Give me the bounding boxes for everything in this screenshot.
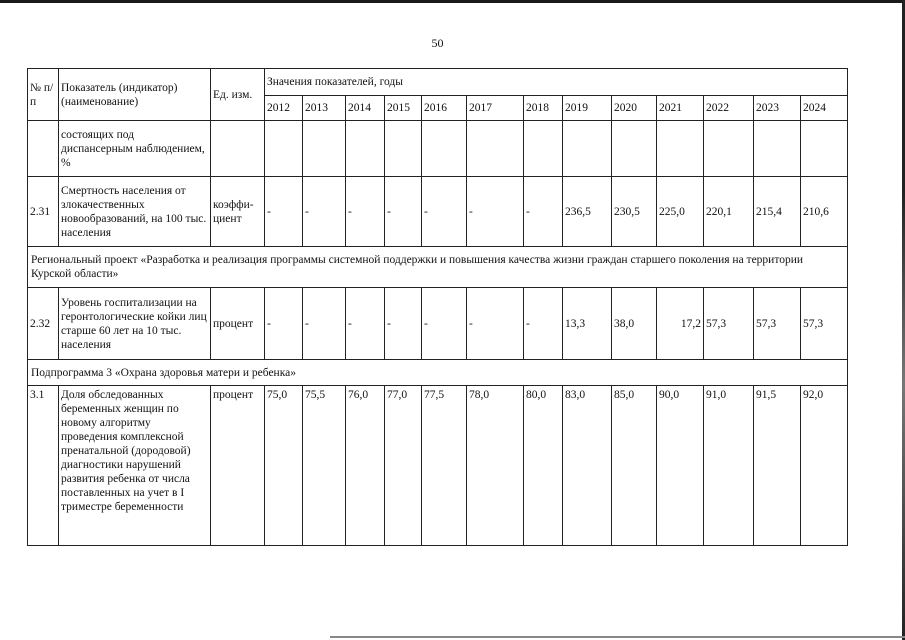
row-value bbox=[303, 121, 346, 177]
row-value: 215,4 bbox=[754, 177, 801, 247]
row-value: 13,3 bbox=[563, 288, 612, 360]
row-value bbox=[385, 121, 422, 177]
row-value bbox=[265, 121, 303, 177]
row-value: 76,0 bbox=[346, 386, 385, 546]
subprogram-title: Подпрограмма 3 «Охрана здоровья матери и ребенка» bbox=[28, 360, 848, 386]
table-row-regional-project bbox=[28, 247, 848, 288]
table-row-subprogram bbox=[28, 360, 848, 386]
header-year: 2018 bbox=[524, 96, 563, 121]
header-year: 2015 bbox=[385, 96, 422, 121]
row-value: 90,0 bbox=[657, 386, 704, 546]
row-value: - bbox=[303, 177, 346, 247]
row-value: 57,3 bbox=[754, 288, 801, 360]
header-values-caption: Значения показателей, годы bbox=[265, 69, 848, 96]
row-value: - bbox=[265, 177, 303, 247]
row-indicator-name: Уровень госпитализации на геронтологические койки лиц старше 60 лет на 10 тыс. населения bbox=[59, 288, 211, 360]
row-value: 236,5 bbox=[563, 177, 612, 247]
header-year: 2019 bbox=[563, 96, 612, 121]
row-value: 91,5 bbox=[754, 386, 801, 546]
row-value: - bbox=[346, 288, 385, 360]
row-value: - bbox=[346, 177, 385, 247]
row-value bbox=[704, 121, 754, 177]
page-number: 50 bbox=[431, 36, 444, 50]
row-value: 75,0 bbox=[265, 386, 303, 546]
header-year: 2022 bbox=[704, 96, 754, 121]
header-year: 2024 bbox=[801, 96, 848, 121]
row-value: 85,0 bbox=[612, 386, 657, 546]
regional-project-title: Региональный проект «Разработка и реализация программы системной поддержки и повышения качества жизни граждан старшего поколения на территории Курской области» bbox=[28, 247, 848, 288]
row-value: - bbox=[385, 177, 422, 247]
row-value: 220,1 bbox=[704, 177, 754, 247]
row-value bbox=[563, 121, 612, 177]
header-year: 2017 bbox=[467, 96, 524, 121]
row-num bbox=[28, 121, 59, 177]
row-value: - bbox=[524, 177, 563, 247]
row-value: 17,2 bbox=[657, 288, 704, 360]
indicators-table bbox=[27, 68, 848, 546]
row-unit: процент bbox=[211, 288, 265, 360]
row-value bbox=[422, 121, 467, 177]
scan-border-bottom bbox=[330, 636, 905, 638]
header-year: 2014 bbox=[346, 96, 385, 121]
row-value: - bbox=[385, 288, 422, 360]
row-value: - bbox=[467, 288, 524, 360]
row-value: - bbox=[422, 288, 467, 360]
row-value bbox=[524, 121, 563, 177]
header-year: 2016 bbox=[422, 96, 467, 121]
scan-border-top bbox=[0, 0, 905, 3]
row-value: 80,0 bbox=[524, 386, 563, 546]
row-value bbox=[657, 121, 704, 177]
row-value: 83,0 bbox=[563, 386, 612, 546]
row-value: 57,3 bbox=[801, 288, 848, 360]
row-indicator-name: Доля обследованных беременных женщин по новому алгоритму проведения комплексной пренатальной (дородовой) диагностики нарушений развития ребенка от числа поставленных на учет в I триместре беременности bbox=[59, 386, 211, 546]
row-num: 3.1 bbox=[28, 386, 59, 546]
header-indicator: Показатель (индикатор) (наименование) bbox=[59, 69, 211, 121]
table-row-continuation bbox=[28, 121, 848, 177]
table-row-3-1 bbox=[28, 386, 848, 546]
row-value: 92,0 bbox=[801, 386, 848, 546]
row-value bbox=[801, 121, 848, 177]
header-unit: Ед. изм. bbox=[211, 69, 265, 121]
row-value: 77,0 bbox=[385, 386, 422, 546]
row-value: - bbox=[524, 288, 563, 360]
row-indicator-name: Смертность населения от злокачественных новообразований, на 100 тыс. населения bbox=[59, 177, 211, 247]
row-unit bbox=[211, 121, 265, 177]
row-value: 38,0 bbox=[612, 288, 657, 360]
row-value: 230,5 bbox=[612, 177, 657, 247]
row-num: 2.31 bbox=[28, 177, 59, 247]
row-value: 225,0 bbox=[657, 177, 704, 247]
header-year: 2021 bbox=[657, 96, 704, 121]
row-value: - bbox=[265, 288, 303, 360]
row-value: - bbox=[422, 177, 467, 247]
row-value: 91,0 bbox=[704, 386, 754, 546]
table-row-2-31 bbox=[28, 177, 848, 247]
row-value: - bbox=[467, 177, 524, 247]
row-value bbox=[346, 121, 385, 177]
row-value: 57,3 bbox=[704, 288, 754, 360]
row-indicator-name: состоящих под диспансерным наблюдением, % bbox=[59, 121, 211, 177]
row-value bbox=[754, 121, 801, 177]
row-unit: процент bbox=[211, 386, 265, 546]
header-num: № п/п bbox=[28, 69, 59, 121]
row-num: 2.32 bbox=[28, 288, 59, 360]
row-value: 77,5 bbox=[422, 386, 467, 546]
table-row-2-32 bbox=[28, 288, 848, 360]
row-value: 210,6 bbox=[801, 177, 848, 247]
row-value: 78,0 bbox=[467, 386, 524, 546]
header-year: 2023 bbox=[754, 96, 801, 121]
row-unit: коэффи-циент bbox=[211, 177, 265, 247]
header-year: 2013 bbox=[303, 96, 346, 121]
row-value bbox=[612, 121, 657, 177]
header-year: 2020 bbox=[612, 96, 657, 121]
row-value: - bbox=[303, 288, 346, 360]
row-value bbox=[467, 121, 524, 177]
header-year: 2012 bbox=[265, 96, 303, 121]
row-value: 75,5 bbox=[303, 386, 346, 546]
